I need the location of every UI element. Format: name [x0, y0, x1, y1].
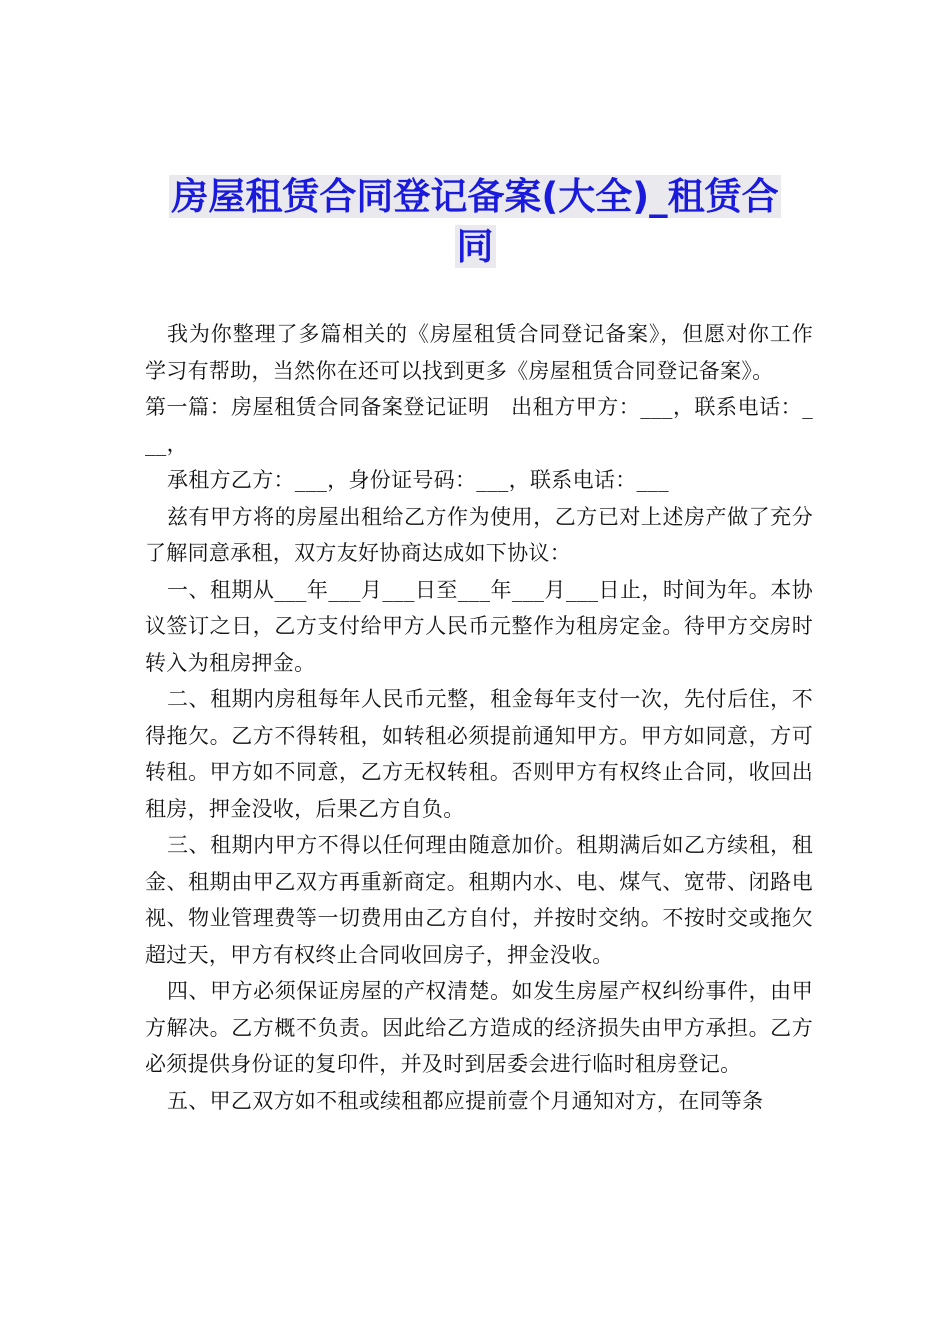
paragraph-clause-1: 一、租期从___年___月___日至___年___月___日止，时间为年。本协议签订之日，乙方支付给甲方人民币元整作为租房定金。待甲方交房时转入为租房押金。 [145, 577, 813, 675]
title-line-2: 同 [456, 225, 494, 268]
paragraph-clause-4: 四、甲方必须保证房屋的产权清楚。如发生房屋产权纠纷事件，由甲方解决。乙方概不负责。因此给乙方造成的经济损失由甲方承担。乙方必须提供身份证的复印件，并及时到居委会进行临时租房登记。 [145, 979, 813, 1076]
paragraph-intro: 我为你整理了多篇相关的《房屋租赁合同登记备案》，但愿对你工作学习有帮助，当然你在还可以找到更多《房屋租赁合同登记备案》。 [145, 322, 813, 383]
paragraph-clause-5: 五、甲乙双方如不租或续租都应提前壹个月通知对方，在同等条 [167, 1088, 764, 1113]
paragraph-clause-3: 三、租期内甲方不得以任何理由随意加价。租期满后如乙方续租，租金、租期由甲乙双方再重新商定。租期内水、电、煤气、宽带、闭路电视、物业管理费等一切费用由乙方自付，并按时交纳。不按时交或拖欠超过天，甲方有权终止合同收回房子，押金没收。 [145, 833, 813, 967]
document-body [145, 316, 813, 1119]
paragraph-tenant-info: 承租方乙方：___，身份证号码：___，联系电话：___ [167, 468, 669, 492]
paragraph-agreement-intro: 兹有甲方将的房屋出租给乙方作为使用，乙方已对上述房产做了充分了解同意承租，双方友好协商达成如下协议： [145, 504, 813, 565]
document-title [0, 172, 950, 272]
paragraph-clause-2: 二、租期内房租每年人民币元整，租金每年支付一次，先付后住，不得拖欠。乙方不得转租，如转租必须提前通知甲方。甲方如同意，方可转租。甲方如不同意，乙方无权转租。否则甲方有权终止合同，收回出租房，押金没收，后果乙方自负。 [145, 687, 813, 821]
paragraph-section-one-heading: 第一篇：房屋租赁合同备案登记证明 出租方甲方：___，联系电话：___， [145, 395, 813, 456]
title-line-1: 房屋租赁合同登记备案(大全)_租赁合 [171, 175, 779, 218]
